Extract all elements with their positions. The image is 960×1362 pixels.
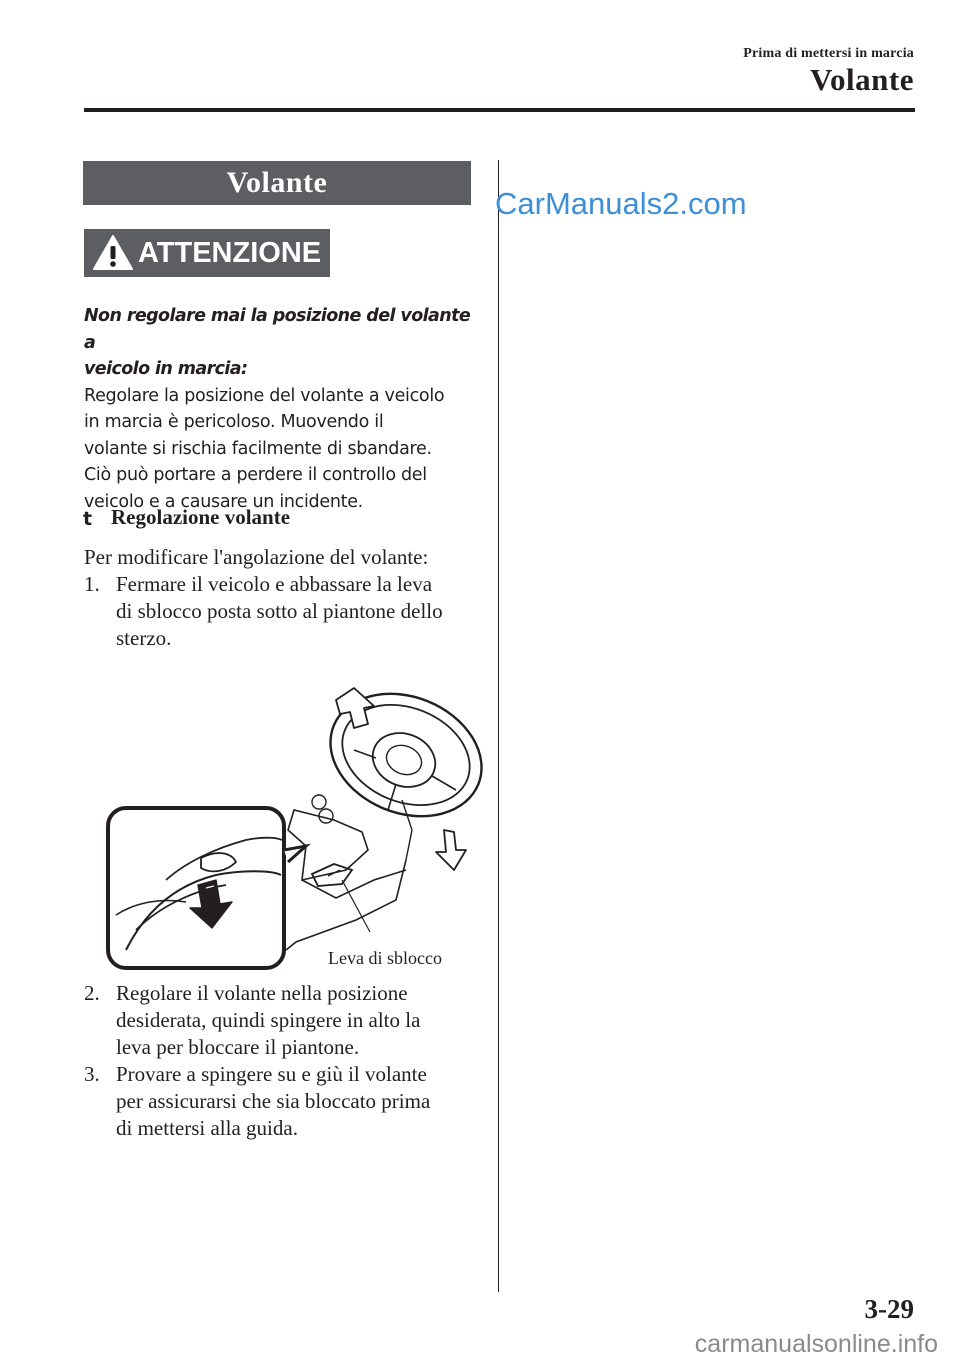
warning-text <box>84 303 474 515</box>
warning-body-line: in marcia è pericoloso. Muovendo il <box>84 412 384 432</box>
watermark[interactable]: CarManuals2.com <box>495 186 747 221</box>
page-number: 3-29 <box>864 1294 914 1324</box>
step-line: per assicurarsi che sia bloccato prima <box>116 1089 431 1113</box>
subsection-title: Regolazione volante <box>111 505 291 529</box>
column-divider <box>498 160 499 1292</box>
warning-body-line: veicolo e a causare un incidente. <box>84 491 363 512</box>
step-number: 1. <box>84 572 100 596</box>
footer-watermark[interactable]: carmanualsonline.info <box>694 1330 938 1358</box>
warning-box <box>84 229 330 277</box>
section-title-banner: Volante <box>83 161 471 205</box>
step-2-text <box>116 980 486 1061</box>
step-3-text <box>116 1061 486 1142</box>
step-line: sterzo. <box>116 626 172 650</box>
step-line: di mettersi alla guida. <box>116 1116 298 1140</box>
illustration-svg <box>106 680 490 976</box>
step-number: 3. <box>84 1062 100 1086</box>
running-header-section: Prima di mettersi in marcia <box>743 46 914 61</box>
warning-body-line: Regolare la posizione del volante a veicolo <box>84 385 445 406</box>
warning-body-line: Ciò può portare a perdere il controllo del <box>84 465 427 485</box>
step-1-text <box>116 571 486 652</box>
step-line: Provare a spingere su e giù il volante <box>116 1062 427 1086</box>
warning-bold-line: Non regolare mai la posizione del volante a <box>84 306 471 353</box>
intro-paragraph: Per modificare l'angolazione del volante: <box>84 545 429 569</box>
step-number: 2. <box>84 981 100 1005</box>
step-line: di sblocco posta sotto al piantone dello <box>116 599 443 623</box>
steering-wheel-illustration <box>106 680 490 976</box>
figure-label: Leva di sblocco <box>328 948 442 968</box>
step-line: Regolare il volante nella posizione <box>116 981 408 1005</box>
warning-label: ATTENZIONE <box>138 236 322 269</box>
warning-bold-line: veicolo in marcia: <box>84 359 248 379</box>
step-line: leva per bloccare il piantone. <box>116 1035 360 1059</box>
step-line: Fermare il veicolo e abbassare la leva <box>116 572 433 596</box>
warning-triangle-icon <box>92 234 134 272</box>
subsection-bullet: t <box>83 508 93 530</box>
warning-body-line: volante si rischia facilmente di sbandare. <box>84 438 432 459</box>
running-header-title: Volante <box>810 62 914 97</box>
step-line: desiderata, quindi spingere in alto la <box>116 1008 421 1032</box>
header-rule <box>84 108 915 112</box>
